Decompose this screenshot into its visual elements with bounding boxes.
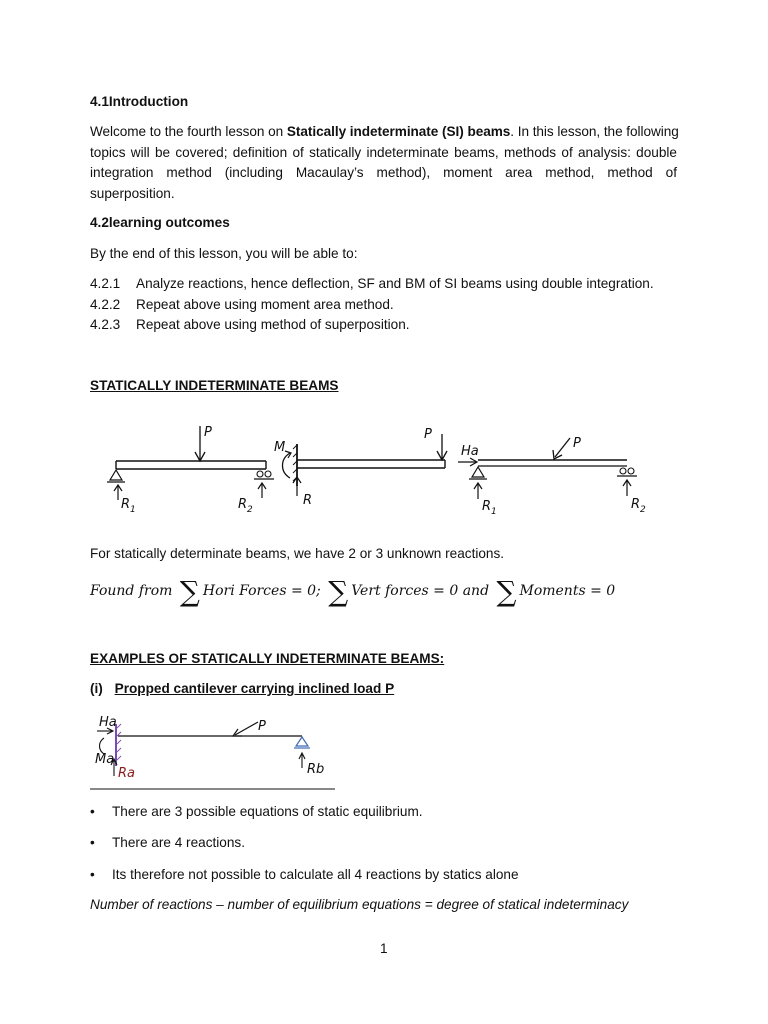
label-r1: $R_1$ [121, 497, 136, 515]
eq-moments: Moments = 0 [519, 583, 616, 599]
pin-support-icon [472, 467, 484, 477]
intro-text-c: . In this lesson, the following [510, 124, 679, 139]
label-r: R [303, 493, 313, 508]
outcome-text: Repeat above using method of superposition. [136, 317, 410, 332]
outcome-item [90, 276, 654, 291]
intro-text-a: Welcome to the fourth lesson on [90, 124, 287, 139]
intro-text-bold: Statically indeterminate (SI) beams [286, 124, 511, 139]
label-r2b: $R_2$ [631, 497, 646, 515]
pin-support-icon [296, 737, 308, 746]
roller-support-icon [620, 468, 626, 474]
sigma-symbol: ∑ [179, 575, 200, 608]
label-r2: $R_2$ [238, 497, 253, 515]
outcome-item [90, 297, 394, 312]
label-ra: Ra [118, 766, 135, 781]
beam-1 [107, 425, 274, 515]
bullet-item [90, 804, 423, 819]
label-ma: Ma [95, 752, 115, 767]
pin-support-icon [110, 470, 122, 480]
label-p: P [573, 436, 581, 451]
label-p: P [424, 427, 432, 442]
roller-support-icon [257, 471, 263, 477]
eq-and: and [462, 583, 490, 599]
label-rb: Rb [307, 762, 325, 777]
eq-vert: Vert forces = 0 [351, 583, 459, 599]
outcome-text: Repeat above using moment area method. [136, 297, 394, 312]
inclined-load-arrow-icon [235, 722, 258, 735]
intro-first-line [90, 122, 677, 143]
intro-heading: 4.1Introduction [90, 94, 189, 109]
bullet-icon: • [90, 835, 95, 850]
bullet-text: Its therefore not possible to calculate all 4 reactions by statics alone [112, 867, 519, 882]
example-title: Propped cantilever carrying inclined load P [114, 681, 395, 696]
sigma-symbol: ∑ [496, 575, 517, 608]
outcome-item [90, 317, 410, 332]
bullet-icon: • [90, 867, 95, 882]
si-heading: STATICALLY INDETERMINATE BEAMS [90, 378, 339, 393]
page-number: 1 [380, 941, 388, 956]
bullet-text: There are 4 reactions. [112, 835, 245, 850]
label-ha: Ha [461, 444, 479, 459]
bullet-item [90, 867, 519, 882]
indeterminacy-formula: Number of reactions – number of equilibrium equations = degree of statical indeterminacy [90, 897, 629, 912]
equilibrium-equation [90, 575, 615, 608]
outcome-text: Analyze reactions, hence deflection, SF and BM of SI beams using double integration. [136, 276, 654, 291]
label-p: P [204, 425, 212, 440]
example-number: (i) [90, 681, 103, 696]
eq-found-from: Found from [90, 583, 173, 599]
outcomes-lead: By the end of this lesson, you will be able to: [90, 246, 358, 261]
examples-heading: EXAMPLES OF STATICALLY INDETERMINATE BEAMS: [90, 651, 445, 666]
example-subheading [90, 681, 394, 696]
beam-2 [274, 427, 447, 508]
beam-3 [458, 436, 646, 517]
outcome-number: 4.2.2 [90, 297, 121, 312]
eq-hori: Hori Forces = 0; [202, 583, 321, 599]
outcomes-heading: 4.2learning outcomes [90, 215, 230, 230]
outcome-number: 4.2.3 [90, 317, 121, 332]
intro-paragraph [90, 122, 677, 204]
beam-figures [90, 404, 650, 532]
bullet-icon: • [90, 804, 95, 819]
label-r1b: $R_1$ [482, 499, 497, 517]
label-ha: Ha [99, 715, 117, 730]
inclined-load-arrow-icon [555, 438, 570, 457]
bullet-item [90, 835, 245, 850]
bullet-text: There are 3 possible equations of static equilibrium. [112, 804, 423, 819]
sigma-symbol: ∑ [328, 575, 349, 608]
label-m: M [274, 440, 286, 455]
label-p: P [258, 719, 266, 734]
intro-text-rest: topics will be covered; definition of statically indeterminate beams, methods of analysis: double integration method (including Macaulay’s method), moment area method, method of superposition. [90, 144, 677, 201]
outcome-number: 4.2.1 [90, 276, 121, 291]
propped-cantilever-figure [90, 710, 340, 790]
determinate-text: For statically determinate beams, we have 2 or 3 unknown reactions. [90, 546, 505, 561]
